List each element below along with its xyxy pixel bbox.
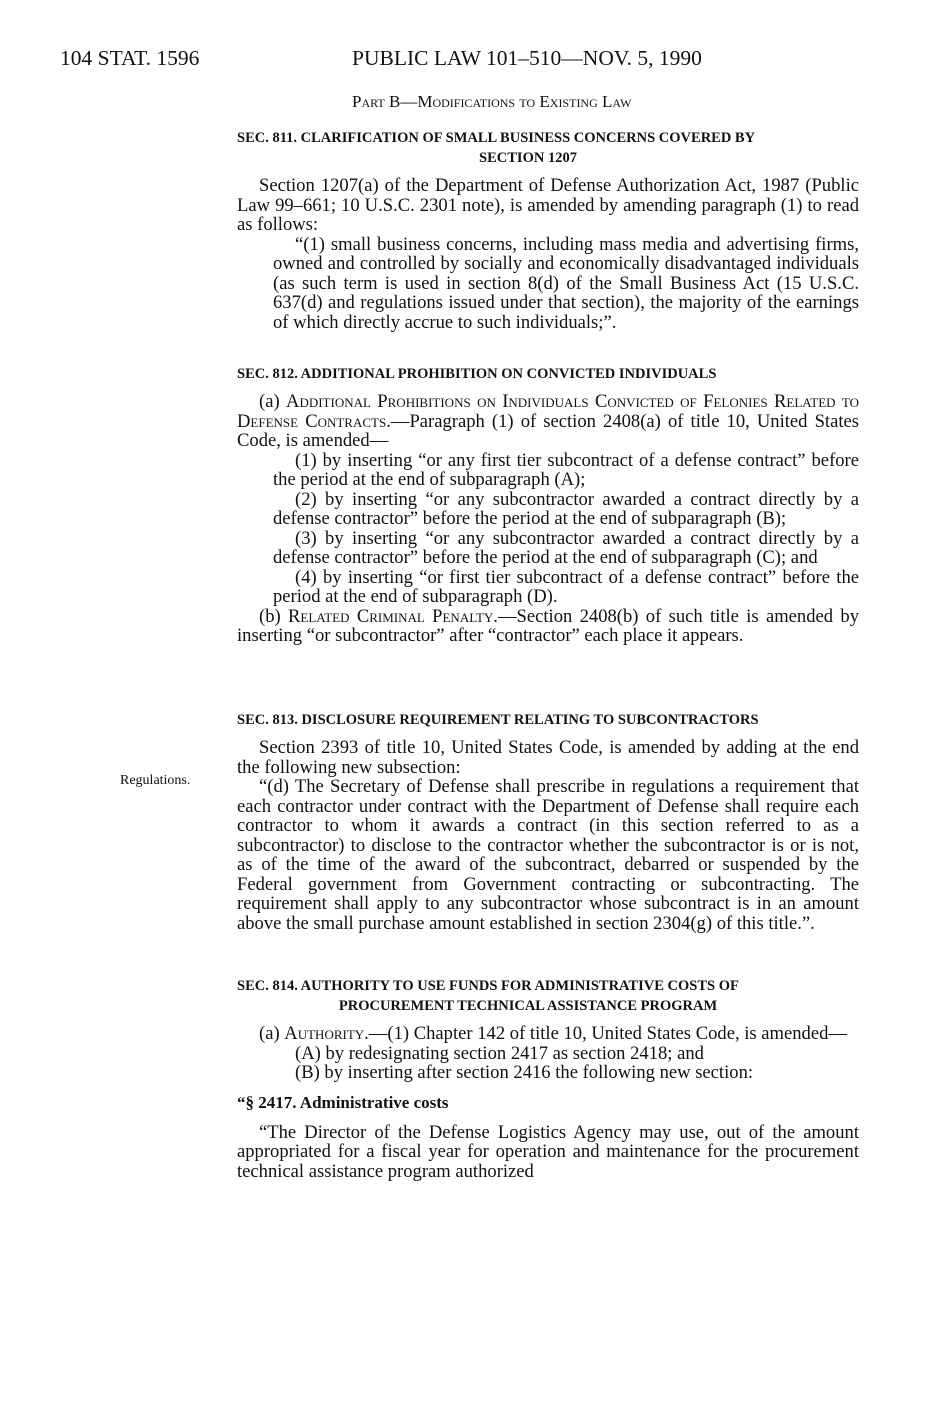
margin-note: Regulations. xyxy=(120,773,191,788)
subsection-text: —Section 2408(b) of such title is amended by inserting “or subcontractor” after “contractor” each place it appears. xyxy=(237,605,859,646)
section-heading-line-2: SECTION 1207 xyxy=(479,150,577,166)
subsection-title: Additional Prohibitions on Individuals Convicted of Felonies Related to Defense Contracts. xyxy=(237,391,859,432)
section-heading-line-1: SEC. 811. CLARIFICATION OF SMALL BUSINESS CONCERNS COVERED BY xyxy=(237,130,756,146)
subsection-label: (b) xyxy=(259,605,288,627)
subsection-a xyxy=(237,392,859,451)
section-heading-line-2: PROCUREMENT TECHNICAL ASSISTANCE PROGRAM xyxy=(338,998,718,1014)
subsection-label: (a) xyxy=(259,1023,285,1044)
subsection-title: Related Criminal Penalty. xyxy=(288,605,498,627)
page-stat-number: 104 STAT. 1596 xyxy=(60,46,200,70)
section-text: Section 1207(a) of the Department of Defense Authorization Act, 1987 (Public Law 99–661; 10 U.S.C. 2301 note), is amended by amending paragraph (1) to read as follows: xyxy=(237,175,859,235)
section-811 xyxy=(237,128,859,332)
section-812 xyxy=(237,364,859,646)
new-section-text: “The Director of the Defense Logistics Agency may use, out of the amount appropriated for a fiscal year for operation and maintenance for the procurement technical assistance program authorized xyxy=(237,1121,859,1182)
new-section-heading: “§ 2417. Administrative costs xyxy=(237,1092,449,1112)
running-header: PUBLIC LAW 101–510—NOV. 5, 1990 xyxy=(352,46,702,70)
paragraph-item: (B) by inserting after section 2416 the following new section: xyxy=(295,1062,754,1083)
quoted-paragraph: “(1) small business concerns, including mass media and advertising firms, owned and controlled by socially and economically disadvantaged individuals (as such term is used in section 8(d) of the Small Business Act (15 U.S.C. 637(d) and regulations issued under that section), the majority of the earnings of which directly accrue to such individuals;”. xyxy=(273,233,859,333)
paragraph-item: (2) by inserting “or any subcontractor awarded a contract directly by a defense contractor” before the period at the end of subparagraph (B); xyxy=(273,488,859,529)
section-heading-line-1: SEC. 814. AUTHORITY TO USE FUNDS FOR ADMINISTRATIVE COSTS OF xyxy=(237,978,739,994)
quoted-subsection: “(d) The Secretary of Defense shall prescribe in regulations a requirement that each contractor under contract with the Department of Defense shall require each contractor to whom it awards a contract (in this section referred to as a subcontractor) to disclose to the contractor whether the subcontractor is or is not, as of the time of the award of the subcontract, debarred or suspended by the Federal government from Government contracting or subcontracting. The requirement shall apply to any subcontractor whose subcontract is in an amount above the small purchase amount established in section 2304(g) of this title.”. xyxy=(237,776,859,934)
subsection-text: —(1) Chapter 142 of title 10, United States Code, is amended— xyxy=(368,1023,847,1044)
subsection-title: Authority. xyxy=(284,1023,369,1044)
subsection-text: —Paragraph (1) of section 2408(a) of title 10, United States Code, is amended— xyxy=(237,410,859,451)
paragraph-item: (A) by redesignating section 2417 as section 2418; and xyxy=(295,1042,704,1064)
section-813 xyxy=(237,710,859,933)
paragraph-item: (3) by inserting “or any subcontractor awarded a contract directly by a defense contractor” before the period at the end of subparagraph (C); and xyxy=(273,527,859,568)
paragraph-item: (1) by inserting “or any first tier subcontract of a defense contract” before the period at the end of subparagraph (A); xyxy=(273,449,859,490)
subsection-b xyxy=(237,607,859,646)
subsection-label: (a) xyxy=(259,391,287,412)
part-title: Part B—Modifications to Existing Law xyxy=(352,92,632,111)
section-heading: SEC. 813. DISCLOSURE REQUIREMENT RELATING TO SUBCONTRACTORS xyxy=(237,712,759,728)
section-heading xyxy=(237,976,859,1016)
subsection-a xyxy=(237,1024,859,1044)
paragraph-item: (4) by inserting “or first tier subcontract of a defense contract” before the period at the end of subparagraph (D). xyxy=(273,566,859,607)
section-heading xyxy=(237,128,859,168)
section-heading: SEC. 812. ADDITIONAL PROHIBITION ON CONVICTED INDIVIDUALS xyxy=(237,366,717,382)
section-text: Section 2393 of title 10, United States Code, is amended by adding at the end the following new subsection: xyxy=(237,737,859,778)
section-814 xyxy=(237,976,859,1181)
